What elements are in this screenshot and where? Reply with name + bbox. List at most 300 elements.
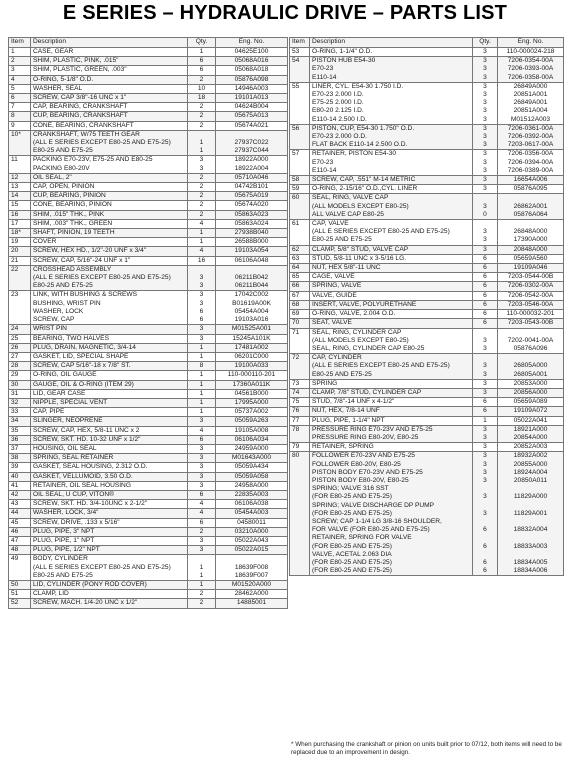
eng-no-line [500,220,561,228]
qty-cell [473,425,498,442]
qty-line: 1 [199,389,204,397]
description-line: CAP, VALVE [312,220,349,228]
eng-no-cell [216,325,288,334]
eng-no-line: 20850A011 [513,476,548,484]
qty-cell [473,282,498,291]
eng-no-cell [498,398,564,407]
description-line: SEAL, RING, CYLINDER CAP [312,328,402,336]
eng-no-line: 7206-0356-00A [507,150,554,158]
qty-cell [473,264,498,273]
qty-line: 2 [199,183,204,191]
item-number: 55 [290,82,310,124]
eng-no-line: 05059A058 [234,472,269,480]
description-line: LINK, WITH BUSHING & SCREWS [33,291,138,299]
eng-no-cell [216,417,288,426]
table-row [9,112,288,121]
eng-no-line: 11829A000 [513,493,548,501]
qty-cell [188,219,216,228]
description-line: WASHER, LOCK, 3/4" [33,509,99,517]
table-row [9,481,288,490]
qty-line: 3 [199,444,204,452]
table-row [290,176,564,185]
qty-line: 2 [199,121,204,129]
eng-no-line: 06211B042 [234,274,269,282]
eng-no-line: 7206-0542-00A [507,291,554,299]
description-cell [31,444,188,453]
description-cell [31,509,188,518]
eng-no-line [500,534,561,542]
eng-no-line: 20852A003 [513,443,548,451]
qty-cell [188,408,216,417]
parts-table-left [8,37,288,609]
table-row [9,183,288,192]
description-cell [310,282,473,291]
header-qty: Qty. [188,38,216,48]
item-number: 12 [9,173,31,182]
item-number: 61 [290,220,310,246]
table-row [9,256,288,265]
description-cell [310,176,473,185]
table-row [9,500,288,509]
description-line: E80-20 2.125 I.D. [312,107,364,115]
qty-cell [188,518,216,527]
eng-no-line: 7203-0617-00A [507,141,554,149]
eng-no-cell [216,156,288,173]
qty-line: 3 [199,546,204,554]
description-line: WASHER, SEAL [33,84,83,92]
item-number: 59 [290,185,310,194]
table-row [9,247,288,256]
qty-line: 3 [483,476,487,484]
eng-no-line: 03210A000 [234,527,269,535]
table-row [9,408,288,417]
description-line: GASKET, LID, SPECIAL SHAPE [33,352,129,360]
item-number: 51 [9,590,31,599]
qty-line: 3 [483,65,487,73]
description-line: PISTON BODY E70-23V AND E75-25 [312,468,423,476]
eng-no-line: 15245A101K [232,334,271,342]
eng-no-line: 05454A004 [234,307,269,315]
eng-no-cell [216,454,288,463]
description-line: CAP, CYLINDER [312,354,362,362]
eng-no-line: 7203-0544-00B [507,273,554,281]
eng-no-line: 20853A000 [513,379,548,387]
qty-cell [473,220,498,246]
qty-cell [473,407,498,416]
qty-line: 4 [199,500,204,508]
description-line: CUP, BEARING, PINION [33,192,106,200]
description-line: SCREW, SKT. HD. 10-32 UNF x 1/2" [33,435,141,443]
eng-no-cell [216,408,288,417]
description-line: O-RING, 1-1/4" O.D. [312,48,373,55]
eng-no-cell [498,388,564,397]
eng-no-cell [216,555,288,581]
qty-line: 3 [483,133,487,141]
description-cell [31,219,188,228]
qty-line: 2 [199,103,204,111]
table-row [290,194,564,220]
table-row [9,380,288,389]
description-line: CRANKSHAFT, W/75 TEETH GEAR [33,130,140,138]
qty-cell [188,472,216,481]
eng-no-line: B01619A00K [232,299,271,307]
description-line: SPRING, VALVE [312,282,362,290]
description-cell [310,398,473,407]
eng-no-cell [216,546,288,555]
qty-line: 3 [199,282,204,290]
description-cell [31,481,188,490]
qty-cell [188,210,216,219]
description-cell [31,210,188,219]
eng-no-cell [498,354,564,380]
description-cell [31,463,188,472]
qty-cell [188,291,216,325]
qty-line: 3 [199,536,204,544]
qty-line: 3 [199,299,204,307]
description-cell [31,103,188,112]
qty-line: 10 [197,84,206,92]
description-cell [310,124,473,150]
eng-no-cell [498,194,564,220]
description-line: O-RING, 5-1/8" O.D. [33,75,94,83]
eng-no-line: 7203-0546-00A [507,300,554,308]
description-line: SPRING; VALVE 316 SST [312,485,389,493]
eng-no-line: 06201C000 [234,352,269,360]
description-line: SPRING [312,379,338,387]
item-number: 42 [9,490,31,499]
description-cell [310,48,473,57]
eng-no-cell [498,185,564,194]
qty-line: 6 [483,319,487,327]
eng-no-cell [498,48,564,57]
table-row [290,124,564,150]
description-line: FLAT BACK E110-14 2.500 O.D. [312,141,408,149]
qty-line: 3 [483,176,487,184]
description-cell [31,201,188,210]
description-line: SHIM, .003" THK., GREEN [33,219,113,227]
description-line: FOLLOWER E80-20V, E80-25 [312,460,401,468]
description-line: SCREW, CAP [33,316,75,324]
qty-line: 3 [483,57,487,65]
eng-no-cell [498,425,564,442]
table-row [9,325,288,334]
item-number: 60 [290,194,310,220]
eng-no-line: 26862A001 [513,202,548,210]
description-line: FOLLOWER E70-23V AND E75-25 [312,452,415,460]
qty-line: 2 [199,527,204,535]
description-cell [31,238,188,247]
description-line: WRIST PIN [33,325,67,333]
eng-no-line: M01512A003 [510,115,551,123]
qty-cell [188,156,216,173]
eng-no-line [500,502,561,510]
eng-no-line: 04624B004 [234,103,269,111]
item-number: 37 [9,444,31,453]
description-cell [31,75,188,84]
qty-line: 8 [199,362,204,370]
header-item: Item [290,38,310,48]
qty-cell [188,490,216,499]
eng-no-line: 06106A034 [234,435,269,443]
qty-cell [188,555,216,581]
description-line: RETAINER, OIL SEAL HOUSING [33,481,131,489]
table-row [9,192,288,201]
qty-cell [188,343,216,352]
description-cell [310,185,473,194]
description-cell [31,343,188,352]
qty-cell [188,130,216,156]
eng-no-line: 110-000032-201 [506,310,555,318]
qty-line: 3 [199,472,204,480]
qty-cell [473,124,498,150]
qty-line: 3 [483,141,487,149]
qty-line: 3 [199,156,204,164]
description-line: HOUSING, OIL SEAL [33,444,97,452]
eng-no-cell [498,407,564,416]
qty-line: 2 [199,201,204,209]
table-row [9,426,288,435]
description-line: O-RING, 2-15/16" O.D.,CYL. LINER [312,185,418,193]
eng-no-line: 06106A048 [234,256,269,264]
item-number: 9 [9,121,31,130]
item-number: 65 [290,273,310,282]
eng-no-line: 19103A054 [234,247,269,255]
eng-no-cell [216,219,288,228]
qty-cell [188,94,216,103]
qty-line: 6 [199,66,204,74]
eng-no-line: M01525A001 [231,325,272,333]
eng-no-line: 05737A002 [234,408,269,416]
eng-no-cell [216,57,288,66]
item-number: 43 [9,500,31,509]
description-line: E80-25 AND E75-25 [312,236,372,244]
description-line: SHIM, PLASTIC, PINK, .015" [33,57,119,65]
qty-line: 6 [483,310,487,318]
description-cell [310,194,473,220]
table-row [290,245,564,254]
table-row [9,463,288,472]
qty-cell [188,84,216,93]
eng-no-line: 05059A434 [234,463,269,471]
table-row [9,454,288,463]
eng-no-line: 19103A016 [234,316,269,324]
eng-no-line: 27938B040 [234,229,269,237]
description-cell [31,555,188,581]
qty-line: 6 [483,300,487,308]
qty-line: 6 [199,57,204,65]
qty-line: 3 [483,99,487,107]
description-line: SCREW, CAP, HEX, 5/8-11 UNC x 2 [33,426,140,434]
eng-no-line: 05876A064 [513,210,548,218]
footnote: * When purchasing the crankshaft or pinion on units built prior to 07/12, both items will need to be replaced due to an improvement in design. [291,741,562,756]
qty-cell [188,57,216,66]
qty-cell [473,354,498,380]
qty-line: 6 [483,254,487,262]
qty-line: 1 [199,139,204,147]
qty-cell [188,352,216,361]
qty-line: 3 [483,82,487,90]
parts-table-right [289,37,564,576]
eng-no-line: 7206-0361-00A [507,124,554,132]
eng-no-line [500,551,561,559]
table-row [9,490,288,499]
eng-no-line: 05659A560 [513,254,548,262]
qty-cell [473,150,498,176]
description-line: PLUG, PIPE, 3" NPT [33,527,95,535]
eng-no-cell [216,183,288,192]
description-cell [31,417,188,426]
eng-no-cell [498,300,564,309]
qty-line: 3 [199,164,204,172]
description-cell [310,310,473,319]
eng-no-line: M01643A000 [231,454,272,462]
qty-cell [188,183,216,192]
description-cell [31,265,188,291]
table-row [290,319,564,328]
qty-line: 3 [483,362,487,370]
qty-line: 18 [197,94,206,102]
eng-no-line: 18924A004 [513,468,548,476]
description-cell [310,452,473,576]
item-number: 66 [290,282,310,291]
qty-line: 1 [199,229,204,237]
description-line: SPRING; VALVE DISCHARGE DP PUMP [312,501,435,509]
table-row [9,343,288,352]
description-cell [310,319,473,328]
table-row [290,300,564,309]
header-eng-no: Eng. No. [216,38,288,48]
eng-no-line: 18833A003 [513,542,548,550]
eng-no-line: 18639F008 [234,563,269,571]
item-number: 45 [9,518,31,527]
description-line: SCREW, CAP 3/8"-16 UNC x 1" [33,94,127,102]
item-number: 79 [290,443,310,452]
item-number: 10* [9,130,31,156]
description-cell [31,371,188,380]
item-number: 25 [9,334,31,343]
description-line: SEAT, VALVE [312,319,352,327]
eng-no-line: 05022A015 [234,546,269,554]
table-row [290,407,564,416]
description-line: PRESSURE RING E70-23V AND E75-25 [312,425,433,433]
eng-no-cell [216,472,288,481]
qty-line [475,518,495,526]
table-row [290,452,564,576]
description-cell [31,536,188,545]
item-number: 44 [9,509,31,518]
description-cell [310,416,473,425]
item-number: 64 [290,264,310,273]
qty-line: 1 [199,48,204,55]
qty-line: 3 [483,509,487,517]
eng-no-line: 05876A095 [513,185,548,193]
table-row [290,398,564,407]
description-line: O-RING, VALVE, 2.004 O.D. [312,310,396,318]
qty-line: 2 [199,599,204,607]
qty-cell [473,254,498,263]
qty-line: 3 [199,417,204,425]
eng-no-line: 06106A038 [234,500,269,508]
qty-cell [188,435,216,444]
item-number: 57 [290,150,310,176]
description-line: SHAFT, PINION, 19 TEETH [33,229,115,237]
eng-no-line: 7202-0041-00A [507,336,554,344]
eng-no-line: 110-000110-201 [227,371,276,379]
description-cell [31,130,188,156]
description-line: SCREW, CAP, 5/16"-24 UNF x 1" [33,256,131,264]
qty-cell [188,371,216,380]
item-number: 38 [9,454,31,463]
item-number: 23 [9,291,31,325]
table-row [9,84,288,93]
eng-no-cell [216,435,288,444]
eng-no-line: 19105A008 [234,426,269,434]
qty-line: 3 [483,460,487,468]
eng-no-line: 04580011 [237,518,266,526]
qty-line: 1 [199,147,204,155]
qty-line: 3 [483,336,487,344]
description-line: E70-23 2.000 O.D. [312,133,367,141]
eng-no-cell [216,48,288,57]
table-row [9,472,288,481]
eng-no-line [218,131,285,139]
eng-no-line: 18834A006 [513,567,548,575]
table-row [9,229,288,238]
eng-no-line: 20851A004 [513,107,548,115]
table-row [290,291,564,300]
qty-line: 3 [483,245,487,253]
description-cell [31,454,188,463]
description-line: OIL SEAL, 2" [33,173,72,181]
description-line: LID, CYLINDER (PONY ROD COVER) [33,580,147,588]
qty-line: 1 [483,416,487,424]
item-number: 15 [9,201,31,210]
eng-no-line: 18834A005 [513,558,548,566]
table-row [9,527,288,536]
eng-no-line: 05710A046 [234,173,269,181]
qty-cell [188,334,216,343]
item-number: 5 [9,84,31,93]
description-cell [31,256,188,265]
eng-no-line: 05876A096 [513,344,548,352]
eng-no-cell [498,416,564,425]
description-cell [310,82,473,124]
qty-line: 1 [199,352,204,360]
table-row [290,254,564,263]
eng-no-line: 05022A043 [234,536,269,544]
qty-cell [188,66,216,75]
item-number: 21 [9,256,31,265]
description-line: (FOR E80-25 AND E75-25) [312,558,392,566]
eng-no-line: 26588B000 [234,238,269,246]
table-row [9,94,288,103]
qty-line: 16 [197,256,206,264]
description-line: PACKING E80-20V [33,164,90,172]
item-number: 70 [290,319,310,328]
eng-no-cell [216,265,288,291]
description-cell [31,518,188,527]
eng-no-cell [216,590,288,599]
item-number: 6 [9,94,31,103]
qty-cell [188,444,216,453]
item-number: 40 [9,472,31,481]
qty-cell [473,176,498,185]
description-cell [31,229,188,238]
description-line: VALVE, ACETAL 2.063 DIA [312,550,392,558]
qty-line: 3 [483,493,487,501]
item-number: 4 [9,75,31,84]
qty-cell [473,398,498,407]
